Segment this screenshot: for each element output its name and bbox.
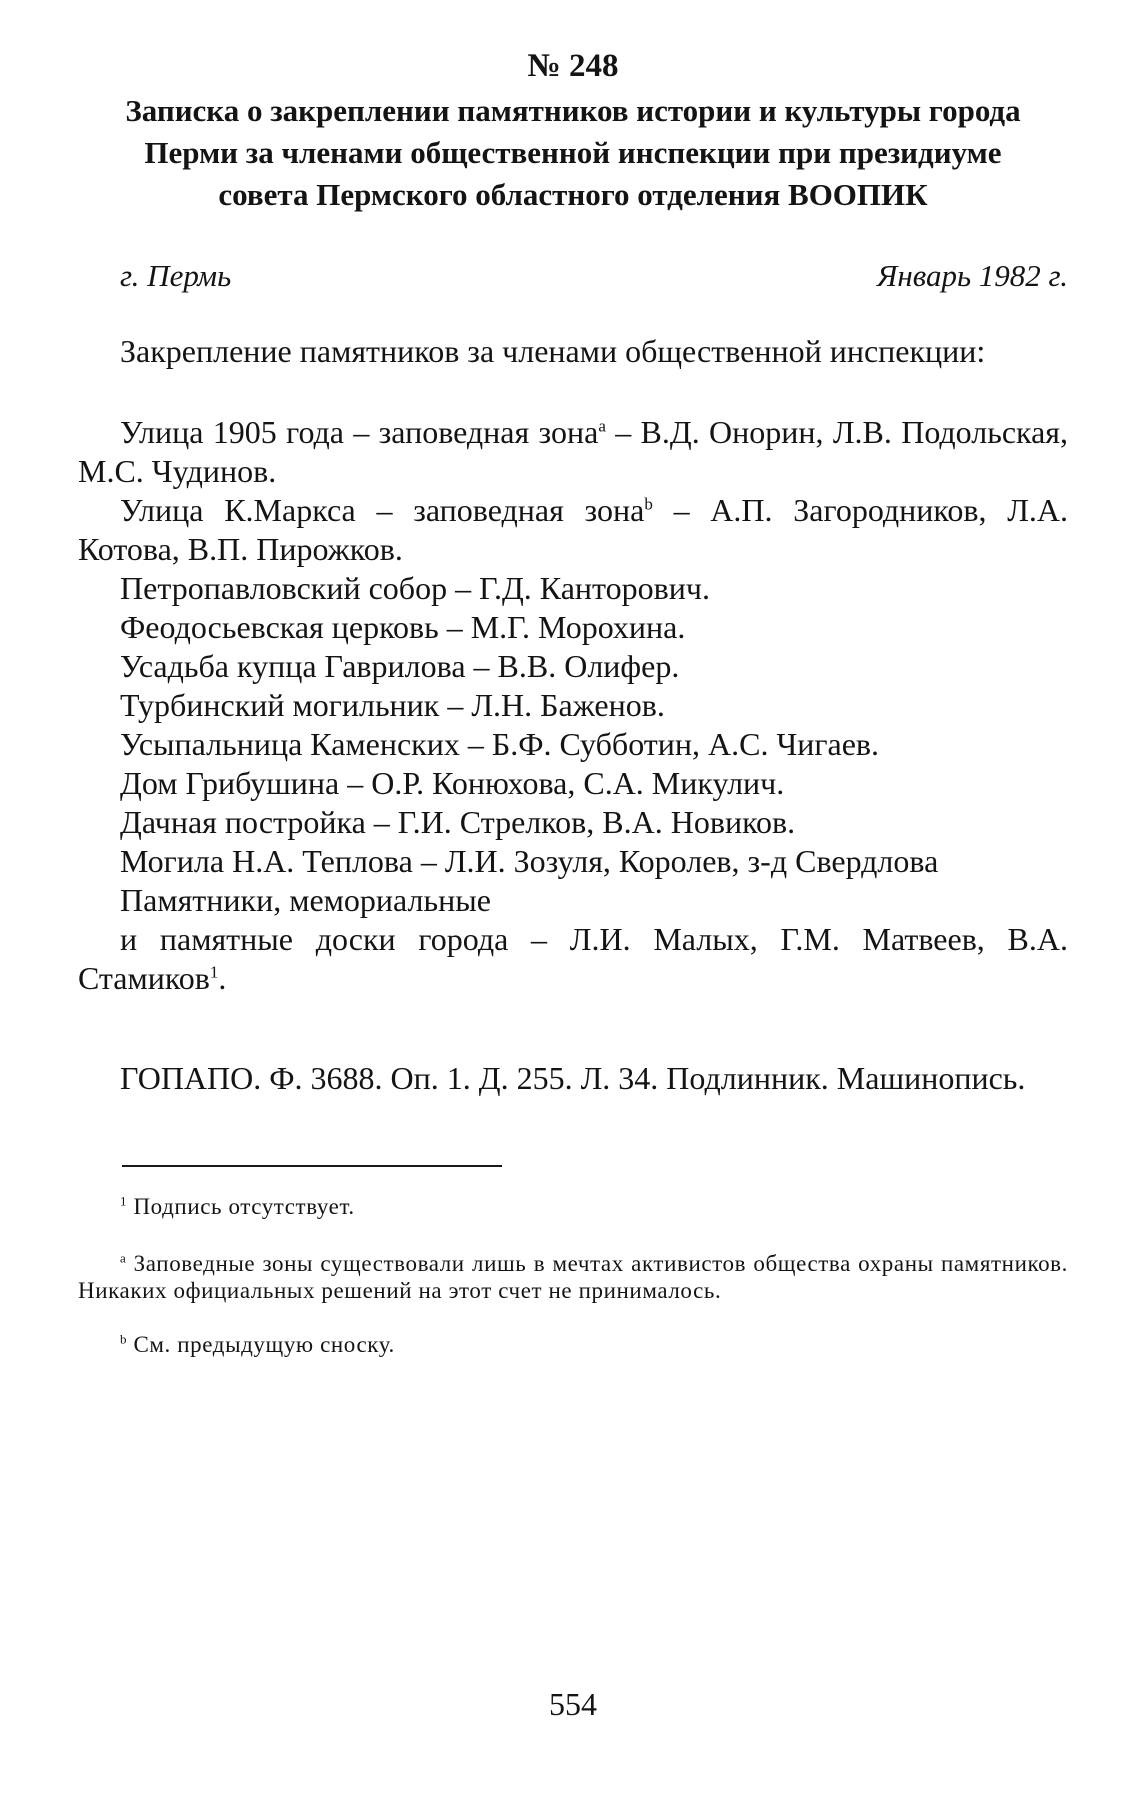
list-item: Дачная постройка – Г.И. Стрелков, В.А. Новиков. [120,804,796,840]
footnote-ref: a [598,416,606,436]
intro-paragraph [78,332,1068,371]
footnote-ref: b [644,494,653,514]
list-item: Усадьба купца Гаврилова – В.В. Олифер. [120,648,680,684]
footnote-mark: b [120,1331,128,1347]
footnote [78,1250,1068,1304]
list-item: Феодосьевская церковь – М.Г. Морохина. [120,609,686,645]
document-place: г. Пермь [120,258,232,293]
footnote-text: См. предыдущую сноску. [127,1332,395,1357]
intro-text: Закрепление памятников за членами общественной инспекции: [120,333,986,369]
entry-text: и памятные доски города – Л.И. Малых, Г.М. Матвеев, В.А. Стамиков [78,921,1068,996]
entry-text: Улица К.Маркса – заповедная зона [120,492,645,528]
list-item: Петропавловский собор – Г.Д. Канторович. [120,570,710,606]
document-date: Январь 1982 г. [876,258,1068,293]
footnote-ref: 1 [209,962,219,982]
list-item [78,491,1068,569]
document-title [70,90,1076,216]
list-item: Могила Н.А. Теплова – Л.И. Зозуля, Королев, з-д Свердлова [120,843,939,879]
footnote-text: Подпись отсутствует. [127,1194,355,1219]
title-line: Перми за членами общественной инспекции при президиуме [144,135,1002,170]
list-item [78,413,1068,491]
assignment-list [78,413,1068,998]
archival-source [78,1059,1068,1098]
footnote-mark: 1 [120,1193,128,1209]
footnote-divider [122,1165,502,1167]
entry-text: – А.П. Загородников, Л.А. Котова, В.П. Пирожков. [78,492,1069,567]
list-item: Усыпальница Каменских – Б.Ф. Субботин, А.С. Чигаев. [120,726,880,762]
list-item: Турбинский могильник – Л.Н. Баженов. [120,687,665,723]
page-number: 554 [549,1686,597,1722]
footnote-text: Заповедные зоны существовали лишь в мечтах активистов общества охраны памятников. Никаких официальных решений на этот счет не принималось. [78,1251,1068,1303]
title-line: Записка о закреплении памятников истории и культуры города [125,93,1021,128]
list-item: Дом Грибушина – О.Р. Конюхова, С.А. Микулич. [120,765,785,801]
list-item [78,920,1068,998]
footnote [78,1193,1068,1220]
footnote-mark: a [120,1250,127,1266]
document-number: № 248 [527,48,619,84]
title-line: совета Пермского областного отделения ВООПИК [218,177,928,212]
source-citation: ГОПАПО. Ф. 3688. Оп. 1. Д. 255. Л. 34. Подлинник. Машинопись. [120,1060,1026,1096]
entry-text: – В.Д. Онорин, Л.В. Подольская, М.С. Чудинов. [78,414,1069,489]
entry-text: . [218,960,227,996]
list-item: Памятники, мемориальные [120,882,491,918]
footnote [78,1331,1068,1358]
entry-text: Улица 1905 года – заповедная зона [120,414,599,450]
